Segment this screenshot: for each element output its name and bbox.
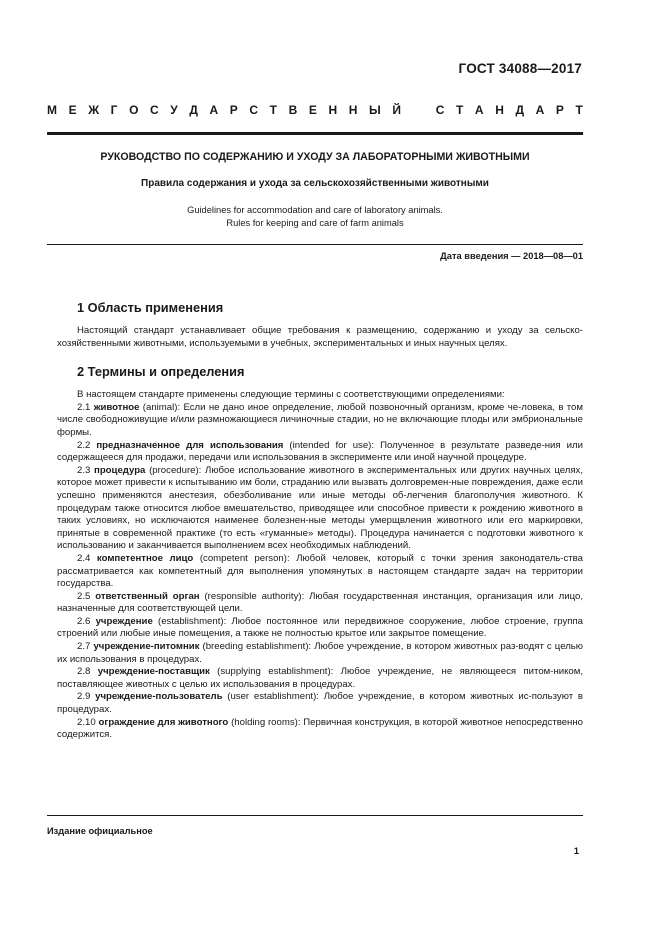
term-text: Любой человек, который с точки зрения законодатель-ства рассматривается как компетентный для выполнения упомянутых в настоящем стандарте задач на территории государства.: [57, 552, 583, 590]
standard-banner: [47, 103, 583, 117]
term-english: (user establishment):: [222, 691, 324, 703]
banner-letter: С: [249, 103, 259, 117]
term-number: 2.3: [77, 464, 91, 476]
banner-letter: С: [435, 103, 445, 117]
term-text: Любое использование животного в экспериментальных или других научных целях, которое может привести к испытыванию им боли, страданию или вызвать долговремен-ные повреждения, даже если успешно применяются анестезия, обезболивание или иные методы об-легчения благополучия животного. К процедурам также относится любое вмешательство, приводящее или способное привести к рождению животного в таких условиях, но исключаются наименее болезнен-ные методы умерщвления животного или его маркировки, принятые в современной практике (то есть «гуманные» методы). Процедура начинается с подготовки животного к использованию и заканчивается выполнением всех необходимых наблюдений.: [57, 464, 583, 552]
term-definition: [57, 641, 583, 666]
term-name: предназначенное для использования: [96, 439, 284, 451]
term-text: Если не дано иное определение, любой позвоночный организм, кроме че-ловека, в том числе свободноживущие и/или размножающиеся личиночные стадии, но не включающие плоды или эмбриональные формы.: [57, 401, 583, 438]
introduction-date: Дата введения — 2018—08—01: [440, 251, 583, 261]
term-definition: [57, 402, 583, 440]
english-title-line1: Guidelines for accommodation and care of laboratory animals.: [187, 205, 443, 215]
term-text: Первичная конструкция, в которой животное непосредственно содержится.: [57, 716, 583, 741]
banner-letter: Т: [575, 103, 583, 117]
term-number: 2.10: [77, 716, 96, 728]
term-number: 2.5: [77, 590, 91, 602]
banner-letter: Р: [555, 103, 564, 117]
banner-letter: Д: [515, 103, 525, 117]
term-text: Любое учреждение, не являющееся питом-ником, поставляющее животных с целью их использования в процедурах.: [57, 666, 584, 690]
section2-heading: 2 Термины и определения: [77, 364, 245, 380]
banner-letter: А: [209, 103, 219, 117]
term-definition: [57, 717, 583, 742]
term-number: 2.1: [77, 401, 91, 413]
term-english: (supplying establishment):: [209, 666, 341, 678]
term-definition: [57, 691, 583, 716]
term-english: (animal):: [139, 401, 184, 413]
header-rule: [47, 132, 583, 135]
section1-heading: 1 Область применения: [77, 300, 224, 315]
term-number: 2.9: [77, 691, 91, 703]
banner-letter: Н: [348, 103, 358, 117]
term-number: 2.7: [77, 641, 91, 653]
english-title: [47, 204, 583, 229]
title-rule: [47, 244, 583, 245]
banner-letter: Е: [68, 103, 77, 117]
document-title: РУКОВОДСТВО ПО СОДЕРЖАНИЮ И УХОДУ ЗА ЛАБОРАТОРНЫМИ ЖИВОТНЫМИ: [100, 151, 530, 163]
english-title-line2: Rules for keeping and care of farm animals: [226, 217, 404, 228]
banner-letter: Ж: [88, 103, 100, 117]
term-name: учреждение-пользователь: [95, 691, 223, 703]
term-name: учреждение-поставщик: [97, 666, 210, 678]
banner-letter: Й: [392, 103, 401, 117]
banner-letter: А: [474, 103, 484, 117]
term-number: 2.4: [77, 552, 91, 564]
term-definition: [57, 591, 583, 616]
term-text: Любое постоянное или передвижное сооружение, любое строение, группа строений или любые иные помещения, а также не полностью крытое или закрытое помещение.: [57, 615, 583, 640]
term-english: (competent person):: [193, 552, 297, 564]
term-name: ограждение для животного: [98, 716, 229, 728]
banner-letter: О: [129, 103, 139, 117]
section2-intro: В настоящем стандарте применены следующие термины с соответствующими определениями:: [77, 389, 505, 401]
term-name: учреждение: [95, 615, 153, 627]
term-english: (breeding establishment):: [199, 641, 315, 653]
term-english: (holding rooms):: [228, 716, 304, 728]
terms-list: [57, 402, 583, 742]
banner-letter: Н: [495, 103, 504, 117]
term-text: Любое учреждение, в котором животных раз-водят с целью их использования в процедурах.: [57, 641, 583, 665]
term-number: 2.8: [77, 666, 91, 678]
term-definition: [57, 465, 583, 553]
banner-letter: Т: [269, 103, 277, 117]
banner-letter: Н: [328, 103, 338, 117]
term-english: (establishment):: [152, 615, 232, 627]
term-name: животное: [93, 401, 140, 413]
term-definition: [57, 553, 583, 591]
document-body: [57, 300, 583, 742]
footer-rule: [47, 815, 583, 816]
section1-text: Настоящий стандарт устанавливает общие требования к размещению, содержанию и уходу за сельско-хозяйственными животными, используемыми в учебных, экспериментальных и иных научных целях.: [57, 325, 583, 349]
term-definition: [57, 666, 583, 691]
banner-letter: Г: [110, 103, 118, 117]
banner-letter: А: [535, 103, 545, 117]
edition-label: Издание официальное: [47, 826, 153, 836]
term-name: ответственный орган: [95, 590, 200, 602]
term-text: Полученное в результате разведе-ния или содержащееся для продажи, передачи или использования в эксперименте или иной научной процедуре.: [57, 439, 583, 464]
term-name: учреждение-питомник: [93, 641, 200, 653]
term-text: Любое учреждение, в котором животных ис-пользуют в процедурах.: [57, 691, 583, 716]
banner-letter: Р: [229, 103, 238, 117]
banner-letter: С: [150, 103, 159, 117]
document-subtitle: Правила содержания и ухода за сельскохозяйственными животными: [141, 178, 489, 189]
banner-letter: У: [170, 103, 178, 117]
banner-letter: В: [288, 103, 298, 117]
banner-letter: Д: [189, 103, 198, 117]
term-english: (intended for use):: [283, 439, 381, 451]
term-name: процедура: [94, 464, 146, 476]
term-english: (responsible authority):: [199, 590, 310, 602]
banner-letter: М: [47, 103, 57, 117]
term-english: (procedure):: [145, 464, 206, 476]
term-definition: [57, 440, 583, 465]
term-number: 2.2: [77, 439, 91, 451]
banner-letter: Ы: [368, 103, 381, 117]
term-number: 2.6: [77, 615, 91, 627]
standard-number: ГОСТ 34088—2017: [458, 61, 582, 76]
banner-letter: Е: [308, 103, 317, 117]
banner-letter: Т: [455, 103, 464, 117]
term-name: компетентное лицо: [96, 552, 194, 564]
term-text: Любая государственная инстанция, организация или лицо, назначенные для соответствующей цели.: [57, 590, 583, 615]
term-definition: [57, 616, 583, 641]
page-number: 1: [573, 846, 579, 857]
